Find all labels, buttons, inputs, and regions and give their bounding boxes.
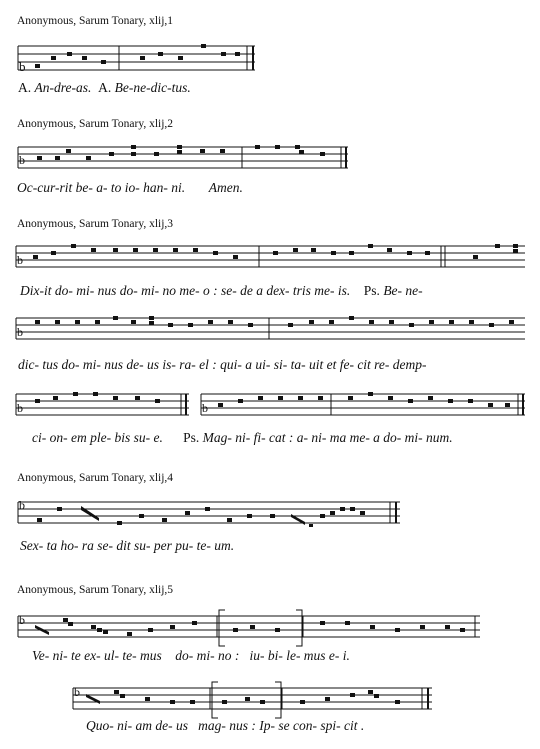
- lyric-segment: Ps.: [363, 283, 384, 298]
- lyric-segment: Be-ne-dic-tus.: [114, 80, 191, 95]
- svg-text:b: b: [19, 153, 25, 167]
- svg-text:b: b: [19, 498, 25, 512]
- source-label-5: Anonymous, Sarum Tonary, xlij,5: [17, 584, 174, 596]
- svg-text:b: b: [17, 253, 23, 267]
- lyric-segment: Ip- se con- spi- cit .: [259, 718, 365, 733]
- lyric-line-5b: [86, 718, 364, 734]
- svg-text:b: b: [19, 613, 25, 627]
- source-label-4: Anonymous, Sarum Tonary, xlij,4: [17, 472, 174, 484]
- svg-text:b: b: [202, 401, 208, 415]
- lyric-segment: Ve- ni- te ex- ul- te- mus: [32, 648, 162, 663]
- chant-staff-3b: [13, 312, 528, 352]
- chant-staff-4: [15, 494, 405, 539]
- lyric-line-1: [18, 80, 191, 96]
- svg-text:b: b: [19, 59, 26, 74]
- lyric-segment: Sex- ta ho- ra se- dit su- per pu- te- um.: [20, 538, 235, 553]
- chant-staff-2: [15, 142, 355, 180]
- lyric-line-3a: [20, 283, 423, 299]
- lyric-line-3c: [32, 430, 453, 446]
- chant-staff-3c: [13, 388, 528, 428]
- svg-text:b: b: [17, 325, 23, 339]
- lyric-segment: do- mi- no :: [175, 648, 240, 663]
- lyric-segment: Quo- ni- am de- us: [86, 718, 188, 733]
- source-label-2: Anonymous, Sarum Tonary, xlij,2: [17, 118, 174, 130]
- lyric-segment: Dix-it do- mi- nus do- mi- no me- o : se- de a dex- tris me- is.: [20, 283, 351, 298]
- lyric-segment: dic- tus do- mi- nus de- us is- ra- el : qui- a ui- si- ta- uit et fe- cit re- demp-: [18, 357, 427, 372]
- lyric-line-4: [20, 538, 234, 554]
- lyric-line-3b: [18, 357, 427, 373]
- lyric-segment: A.: [18, 80, 35, 95]
- lyric-segment: Mag- ni- fi- cat : a- ni- ma me- a do- mi- num.: [202, 430, 453, 445]
- lyric-segment: ci- on- em ple- bis su- e.: [32, 430, 163, 445]
- chant-staff-5b: [70, 678, 440, 720]
- lyric-segment: Amen.: [208, 180, 243, 195]
- lyric-segment: A.: [98, 80, 115, 95]
- lyric-segment: iu- bi- le- mus e- i.: [249, 648, 350, 663]
- lyric-segment: mag- nus :: [198, 718, 256, 733]
- chant-staff-1: [15, 40, 265, 80]
- source-label-3: Anonymous, Sarum Tonary, xlij,3: [17, 218, 174, 230]
- source-label-1: Anonymous, Sarum Tonary, xlij,1: [17, 15, 174, 27]
- lyric-segment: An-dre-as.: [34, 80, 92, 95]
- svg-text:b: b: [74, 685, 80, 699]
- lyric-segment: Be- ne-: [383, 283, 423, 298]
- lyric-segment: Ps.: [183, 430, 203, 445]
- chant-staff-3a: [13, 240, 528, 280]
- lyric-line-5a: [32, 648, 350, 664]
- svg-text:b: b: [17, 401, 23, 415]
- chant-staff-5a: [15, 606, 485, 648]
- lyric-line-2: [17, 180, 243, 196]
- lyric-segment: Oc-cur-rit be- a- to io- han- ni.: [17, 180, 186, 195]
